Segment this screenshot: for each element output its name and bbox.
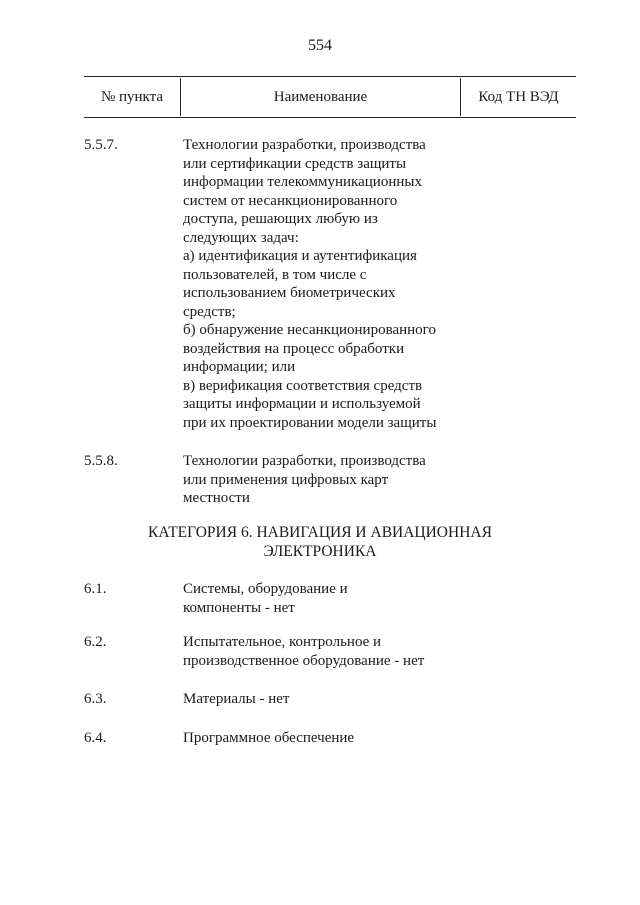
entry-line: а) идентификация и аутентификация [183,248,417,264]
header-name: Наименование [273,89,368,105]
entry-line: средств; [183,303,236,320]
entry-text [183,452,483,508]
item-text [183,633,483,670]
entry-line: следующих задач: [183,229,299,246]
entry-text [183,136,483,432]
item-line: производственное оборудование - нет [183,652,425,669]
item-number: 6.2. [84,634,107,650]
entry-line: в) верификация соответствия средств [183,377,423,394]
entry-number: 5.5.8. [84,453,118,469]
item-line: Испытательное, контрольное и [183,634,382,650]
table-header-bottom-rule [84,117,576,118]
table-header-top-rule [84,76,576,77]
entry-line: информации телекоммуникационных [183,174,422,190]
item-line: компоненты - нет [183,599,295,616]
entry-line: при их проектировании модели защиты [183,414,437,431]
entry-line: использованием биометрических [183,285,396,301]
item-line: Программное обеспечение [183,730,355,746]
item-line: Материалы - нет [183,691,290,707]
entry-line: доступа, решающих любую из [183,211,378,227]
item-text [183,580,483,617]
category-heading [0,523,640,561]
entry-line: Технологии разработки, производства [183,453,426,469]
header-code: Код ТН ВЭД [478,89,559,105]
item-line: Системы, оборудование и [183,581,348,597]
entry-line: систем от несанкционированного [183,192,398,209]
category-heading-line: ЭЛЕКТРОНИКА [263,543,377,560]
category-heading-line: КАТЕГОРИЯ 6. НАВИГАЦИЯ И АВИАЦИОННАЯ [148,524,492,541]
item-number: 6.1. [84,581,107,597]
item-number: 6.4. [84,730,107,746]
entry-line: информации; или [183,359,296,375]
item-number: 6.3. [84,691,107,707]
entry-line: местности [183,490,250,506]
header-item-number: № пункта [100,89,164,105]
entry-line: б) обнаружение несанкционированного [183,322,436,338]
entry-line: воздействия на процесс обработки [183,340,405,357]
entry-line: пользователей, в том числе с [183,266,367,283]
item-text [183,690,483,709]
entry-line: Технологии разработки, производства [183,137,426,153]
page-number: 554 [308,37,332,54]
entry-line: или сертификации средств защиты [183,155,407,172]
entry-line: или применения цифровых карт [183,471,389,488]
item-text [183,729,483,748]
entry-number: 5.5.7. [84,137,118,153]
entry-line: защиты информации и используемой [183,396,421,412]
